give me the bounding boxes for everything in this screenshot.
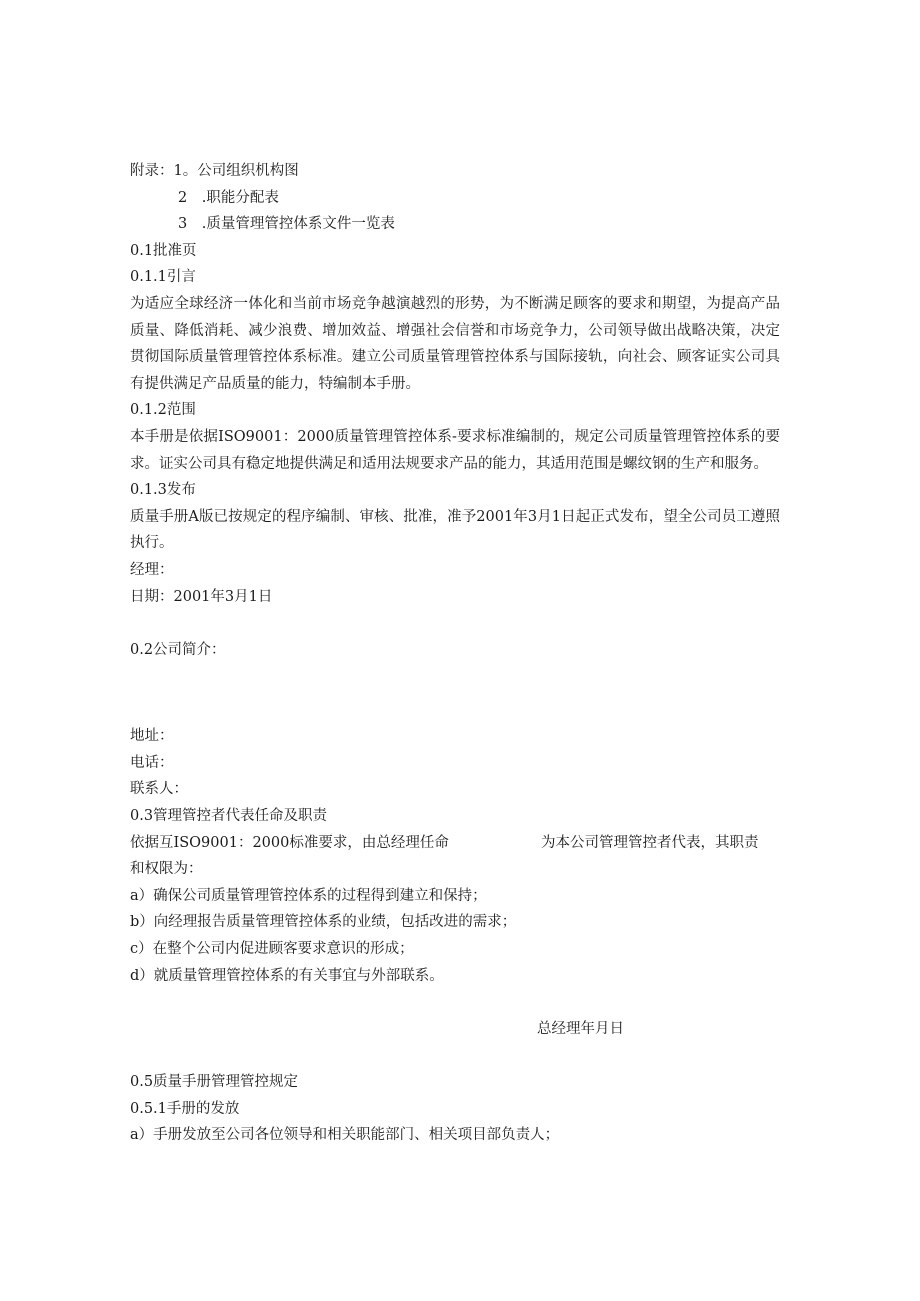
duty-item-d: d）就质量管理管控体系的有关事宜与外部联系。: [130, 967, 444, 984]
section-0-2-title: 0.2公司简介：: [130, 641, 226, 658]
duty-item-b: b）向经理报告质量管理管控体系的业绩，包括改进的需求；: [130, 914, 517, 931]
contact-label: 联系人：: [130, 781, 188, 798]
manager-label: 经理：: [130, 561, 174, 578]
spacer: [130, 989, 790, 1016]
appendix-item-3: 3 .质量管理管控体系文件一览表: [178, 216, 395, 233]
appointment-left: 依据互ISO9001：2000标准要求，由总经理任命: [130, 834, 449, 851]
general-manager-signature: 总经理年月日: [537, 1020, 624, 1037]
section-0-1-1-title: 0.1.1引言: [130, 269, 196, 286]
duty-item-c: c）在整个公司内促进顾客要求意识的形成；: [130, 941, 414, 958]
appointment-line: [130, 830, 790, 857]
distribution-item-a: a）手册发放至公司各位领导和相关职能部门、相关项目部负责人；: [130, 1127, 560, 1144]
spacer: [130, 663, 790, 723]
section-0-1-2-title: 0.1.2范围: [130, 402, 196, 419]
section-0-1-3-title: 0.1.3发布: [130, 482, 196, 499]
appendix-heading: 附录：1。公司组织机构图: [130, 163, 299, 179]
phone-label: 电话：: [130, 754, 174, 771]
section-0-1-3-body: 质量手册A版已按规定的程序编制、审核、批准，准予2001年3月1日起正式发布，望全公司员工遵照执行。: [130, 508, 780, 552]
appointment-right: 为本公司管理管控者代表，其职责: [541, 834, 759, 851]
section-0-1-1-body: 为适应全球经济一体化和当前市场竞争越演越烈的形势，为不断满足顾客的要求和期望，为提高产品质量、降低消耗、减少浪费、增加效益、增强社会信誉和市场竞争力，公司领导做出战略决策，决定贯彻国际质量管理管控体系标准。建立公司质量管理管控体系与国际接轨，向社会、顾客证实公司具有提供满足产品质量的能力，特编制本手册。: [130, 295, 780, 392]
section-0-3-title: 0.3管理管控者代表任命及职责: [130, 808, 328, 825]
section-0-5-title: 0.5质量手册管理管控规定: [130, 1074, 299, 1090]
approval-date: 日期：2001年3月1日: [130, 588, 273, 605]
section-0-1-title: 0.1批准页: [130, 242, 197, 259]
section-0-5-1-title: 0.5.1手册的发放: [130, 1100, 240, 1117]
spacer: [130, 610, 790, 637]
section-0-1-2-body: 本手册是依据ISO9001：2000质量管理管控体系-要求标准编制的，规定公司质量管理管控体系的要求。证实公司具有稳定地提供满足和适用法规要求产品的能力，其适用范围是螺纹钢的生产和服务。: [130, 428, 780, 472]
appendix-item-2: 2 .职能分配表: [178, 189, 279, 206]
document-page: [130, 158, 790, 1149]
appointment-continuation: 和权限为：: [130, 861, 203, 878]
duty-item-a: a）确保公司质量管理管控体系的过程得到建立和保持；: [130, 887, 487, 904]
address-label: 地址：: [130, 728, 174, 745]
spacer: [130, 1042, 790, 1069]
